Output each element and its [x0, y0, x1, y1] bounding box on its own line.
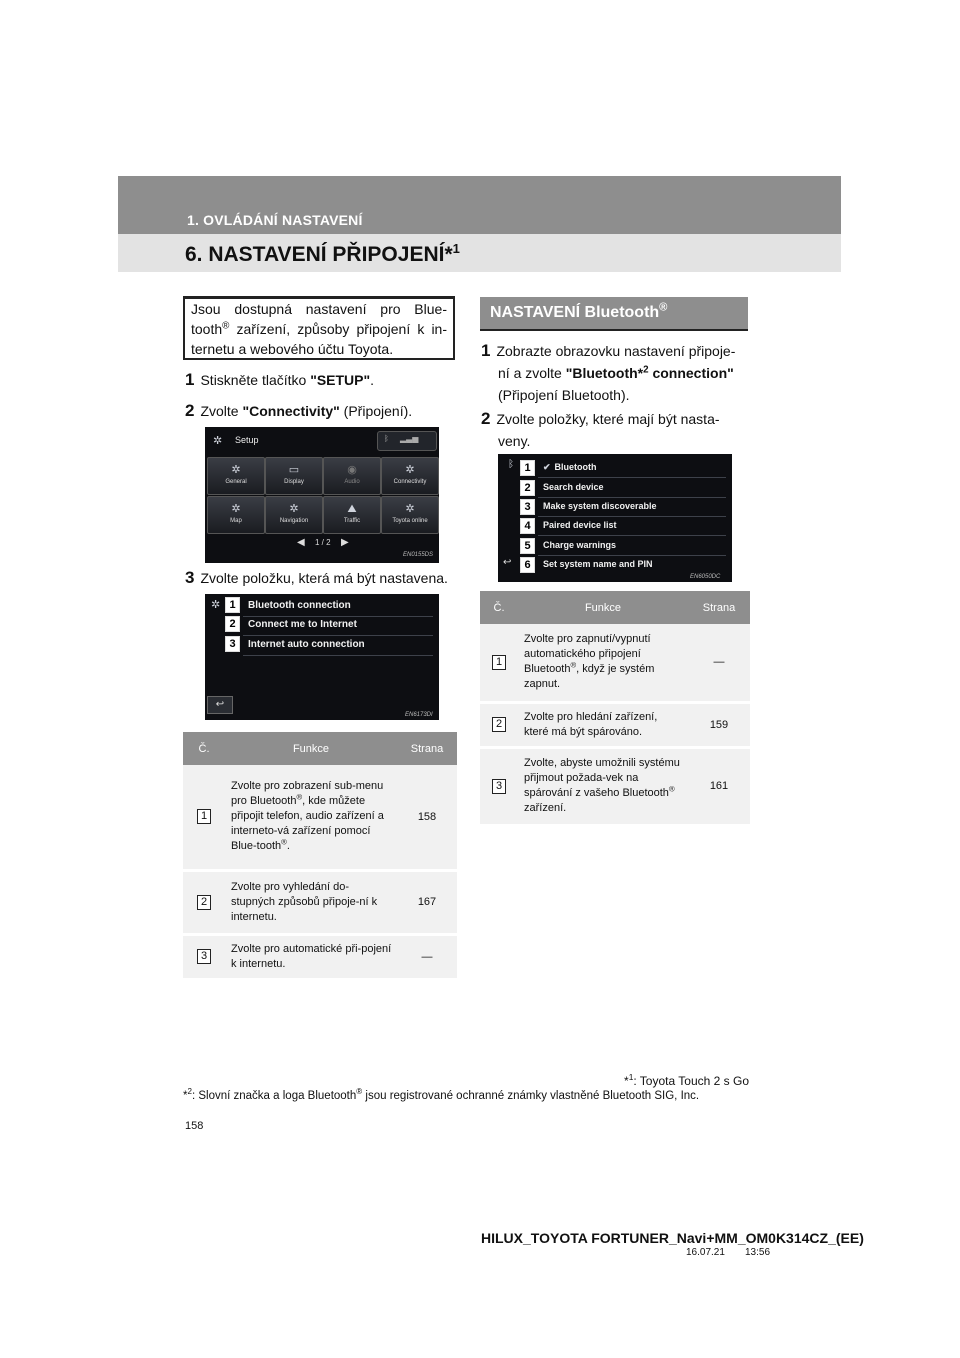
row-function	[518, 747, 688, 825]
image-code: EN6050DC	[690, 574, 721, 580]
tile-label: Toyota online	[392, 518, 428, 524]
tile-label: General	[225, 479, 247, 485]
column-header-page: Strana	[397, 732, 457, 765]
page-number: 158	[185, 1120, 204, 1132]
document-id: HILUX_TOYOTA FORTUNER_Navi+MM_OM0K314CZ_(EE)	[481, 1230, 864, 1246]
menu-item-bluetooth[interactable]	[520, 458, 597, 476]
tile-label: Map	[230, 518, 242, 524]
step-text: ní a zvolte	[498, 365, 566, 381]
footnote-text: jsou registrované ochranné známky vlastněné Bluetooth SIG, Inc.	[362, 1090, 700, 1102]
menu-item-label: Bluetooth connection	[248, 600, 351, 611]
footnote-mark: *	[183, 1090, 188, 1102]
footnote-mark: 2	[643, 364, 649, 376]
function-text: .	[286, 840, 290, 853]
tile-label: Traffic	[343, 518, 361, 524]
step-text: Zvolte	[200, 403, 243, 419]
row-number	[183, 870, 225, 934]
step-number: 1	[185, 370, 195, 389]
footnote-1	[183, 1074, 749, 1088]
registered-mark: ®	[222, 320, 230, 332]
number-box: 1	[520, 460, 535, 476]
menu-item-system-name-pin[interactable]	[520, 555, 653, 573]
image-code: EN6173DI	[405, 712, 433, 718]
print-time: 13:56	[745, 1247, 771, 1258]
connectivity-screenshot	[205, 594, 439, 720]
row-function: Zvolte pro hledání zařízení, které má být spárováno.	[518, 702, 688, 747]
menu-item-label: Paired device list	[543, 520, 617, 530]
setup-title: Setup	[235, 435, 259, 445]
gear-icon: ✲	[211, 599, 221, 611]
section-title: 1. OVLÁDÁNÍ NASTAVENÍ	[187, 212, 363, 228]
function-text: Zvolte pro zapnutí/vypnutí automatického připojení Bluetooth	[524, 633, 651, 676]
gear-icon: ✲	[231, 464, 241, 476]
number-box: 4	[520, 518, 535, 534]
column-header-number: Č.	[183, 732, 225, 765]
number-box: 1	[197, 809, 211, 824]
column-header-number: Č.	[480, 591, 518, 624]
row-number	[480, 747, 518, 825]
number-box: 3	[225, 636, 240, 652]
intro-line-3: ternetu a webového účtu Toyota.	[191, 341, 394, 357]
page-title-text: 6. NASTAVENÍ PŘIPOJENÍ*	[185, 243, 453, 266]
menu-item-label: Internet auto connection	[248, 639, 365, 650]
heading-rule	[480, 329, 748, 331]
table-row	[183, 870, 457, 934]
setup-screenshot	[205, 427, 439, 563]
row-page: 167	[397, 870, 457, 934]
row-number	[480, 624, 518, 702]
number-box: 3	[197, 949, 211, 964]
step-number: 2	[185, 401, 195, 420]
registered-mark: ®	[668, 784, 675, 794]
image-code: EN0155DS	[403, 552, 434, 558]
tile-display[interactable]	[265, 457, 323, 495]
right-function-table	[480, 591, 750, 827]
footnote-text: : Slovní značka a loga Bluetooth	[191, 1090, 357, 1102]
step-button-name: "Bluetooth*	[565, 365, 644, 381]
step-button-name: "SETUP"	[310, 372, 371, 388]
function-text: , kde můžete připojit telefon, audio zařízení a interneto-vá zařízení pomocí Blue-tooth	[231, 795, 384, 853]
audio-icon: ◉	[347, 464, 357, 476]
number-box: 2	[520, 480, 535, 496]
menu-item-discoverable[interactable]	[520, 497, 657, 515]
signal-icon: ▂▃▅	[400, 434, 419, 443]
table-row	[480, 747, 750, 825]
menu-item-label: Charge warnings	[543, 540, 617, 550]
menu-item-bluetooth-connection[interactable]	[225, 597, 351, 615]
function-text: Zvolte, abyste umožnili systému přijmout požada-vek na spárování z vašeho Bluetooth	[524, 757, 680, 799]
registered-mark: ®	[281, 837, 287, 847]
tile-connectivity[interactable]	[381, 457, 439, 495]
row-page: 158	[397, 765, 457, 870]
row-number	[183, 934, 225, 979]
number-box: 6	[520, 557, 535, 573]
intro-line-2	[191, 319, 447, 339]
menu-item-search-device[interactable]	[520, 478, 604, 496]
registered-mark: ®	[296, 792, 303, 802]
footnote-2	[183, 1087, 749, 1102]
right-step-1	[481, 340, 751, 406]
bluetooth-screenshot	[498, 454, 732, 582]
table-row	[183, 765, 457, 870]
registered-mark: ®	[659, 301, 668, 314]
display-icon: ▭	[288, 464, 300, 476]
number-box: 1	[225, 597, 240, 613]
row-function: Zvolte pro vyhledání do-stupných způsobů připoje-ní k internetu.	[225, 870, 397, 934]
column-header-page: Strana	[688, 591, 750, 624]
left-function-table	[183, 732, 457, 981]
step-number: 1	[481, 341, 491, 360]
page-title-footnote-mark: 1	[452, 241, 460, 256]
column-header-function: Funkce	[518, 591, 688, 624]
step-3	[185, 568, 448, 588]
step-button-name: "Connectivity"	[242, 403, 340, 419]
heading-text: NASTAVENÍ Bluetooth	[490, 304, 660, 321]
table-row	[480, 624, 750, 702]
page-title	[185, 243, 460, 267]
back-icon[interactable]: ↩	[503, 557, 512, 568]
step-button-name: connection"	[648, 365, 734, 381]
table-row	[480, 702, 750, 747]
tile-toyota-online[interactable]	[381, 496, 439, 534]
number-box: 3	[520, 499, 535, 515]
next-page-icon[interactable]: ▶	[341, 537, 349, 548]
footnote-number: 1	[628, 1072, 634, 1082]
back-icon[interactable]: ↩	[207, 696, 233, 714]
intro-box	[183, 296, 455, 360]
right-step-2	[481, 408, 751, 452]
intro-text: tooth	[191, 321, 223, 337]
menu-item-charge-warnings[interactable]	[520, 536, 616, 554]
step-text: (Připojení Bluetooth).	[498, 387, 630, 403]
table-row	[183, 934, 457, 979]
menu-item-label: Connect me to Internet	[248, 619, 357, 630]
number-box: 2	[197, 895, 211, 910]
step-1	[185, 370, 374, 390]
function-text: Zvolte pro zobrazení sub-menu pro Bluetooth	[231, 780, 384, 808]
footnotes	[183, 1074, 749, 1102]
step-text: .	[370, 372, 375, 388]
number-box: 5	[520, 538, 535, 554]
tile-traffic[interactable]	[323, 496, 381, 534]
step-text: Zvolte položku, která má být nastavena.	[200, 570, 448, 586]
registered-mark: ®	[356, 1087, 363, 1097]
intro-line-1: Jsou dostupná nastavení pro Blue-	[191, 301, 447, 317]
step-text: Zobrazte obrazovku nastavení připoje-	[496, 343, 736, 359]
connectivity-icon: ✲	[405, 464, 415, 476]
menu-item-internet-auto[interactable]	[225, 636, 365, 654]
traffic-icon: ⛰	[347, 503, 357, 515]
prev-page-icon[interactable]: ◀	[297, 537, 305, 548]
function-text: , když je systém zapnut.	[524, 663, 655, 691]
status-bar	[377, 431, 437, 451]
row-function	[518, 624, 688, 702]
tile-map[interactable]	[207, 496, 265, 534]
registered-mark: ®	[570, 660, 577, 670]
bluetooth-icon: ᛒ	[384, 434, 389, 443]
online-icon: ✲	[405, 503, 415, 515]
step-number: 2	[481, 409, 491, 428]
step-text: Zvolte položky, které mají být nasta-	[496, 411, 720, 427]
row-function: Zvolte pro automatické při-pojení k internetu.	[225, 934, 397, 979]
table-header-row	[183, 732, 457, 765]
map-icon: ✲	[231, 503, 241, 515]
menu-item-label: Make system discoverable	[543, 501, 657, 511]
print-date: 16.07.21	[686, 1247, 725, 1258]
step-text: Stiskněte tlačítko	[200, 372, 311, 388]
intro-text: zařízení, způsoby připojení k in-	[229, 321, 447, 337]
row-number	[480, 702, 518, 747]
tile-label: Navigation	[279, 518, 309, 524]
number-box: 2	[225, 616, 240, 632]
footnote-text: : Toyota Touch 2 s Go	[633, 1074, 749, 1088]
tile-label: Audio	[344, 479, 360, 485]
number-box: 2	[492, 717, 506, 732]
menu-item-label: Search device	[543, 482, 604, 492]
step-number: 3	[185, 568, 195, 587]
row-page: —	[397, 934, 457, 979]
bluetooth-icon: ᛒ	[508, 459, 514, 470]
menu-item-connect-internet[interactable]	[225, 616, 357, 634]
bluetooth-settings-heading	[480, 297, 748, 329]
footnote-mark: *	[624, 1074, 629, 1088]
step-text: (Připojení).	[339, 403, 413, 419]
row-function	[225, 765, 397, 870]
row-page: 159	[688, 702, 750, 747]
number-box: 1	[492, 655, 506, 670]
column-header-function: Funkce	[225, 732, 397, 765]
gear-icon: ✲	[213, 435, 223, 447]
row-number	[183, 765, 225, 870]
menu-item-label: Bluetooth	[554, 462, 597, 472]
number-box: 3	[492, 779, 506, 794]
divider	[243, 655, 433, 656]
step-2	[185, 401, 412, 421]
tile-audio[interactable]	[323, 457, 381, 495]
step-text: veny.	[498, 433, 531, 449]
tile-general[interactable]	[207, 457, 265, 495]
menu-item-paired-list[interactable]	[520, 516, 617, 534]
tile-navigation[interactable]	[265, 496, 323, 534]
menu-item-label: Set system name and PIN	[543, 559, 653, 569]
row-page: —	[688, 624, 750, 702]
checkmark-icon: ✔	[543, 462, 551, 472]
tile-label: Connectivity	[393, 479, 427, 485]
navigation-icon: ✲	[289, 503, 299, 515]
function-text: zařízení.	[524, 802, 567, 814]
page-indicator: 1 / 2	[315, 538, 331, 547]
tile-label: Display	[284, 479, 304, 485]
table-header-row	[480, 591, 750, 624]
footnote-number: 2	[187, 1087, 192, 1097]
row-page: 161	[688, 747, 750, 825]
